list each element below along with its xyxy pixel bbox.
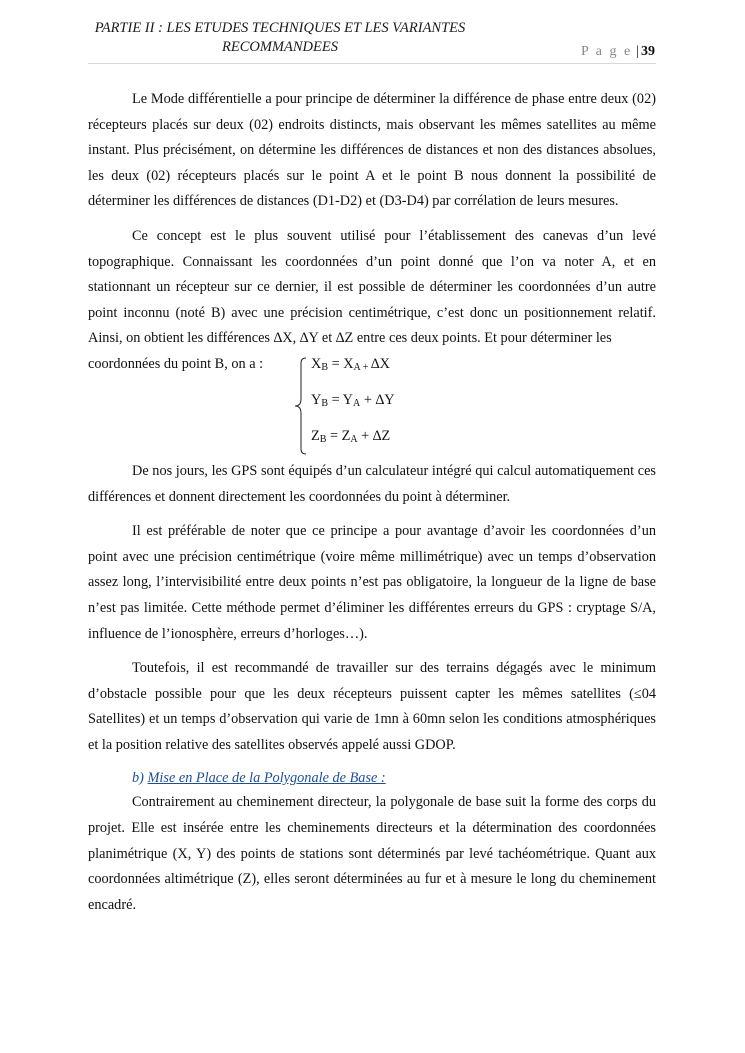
- header-divider: [88, 63, 656, 64]
- page-body: [88, 87, 656, 918]
- subsection-heading: [88, 766, 656, 790]
- paragraph-mode-differentiel: Le Mode différentielle a pour principe de déterminer la différence de phase entre deux (02) récepteurs placés sur deux (02) endroits distincts, mais observant les mêmes satellites au même instant. Plus précisément, on détermine les différences de distances et non des distances absolues, les deux (02) récepteurs placés sur le point A et le point B nous donnent la possibilité de déterminer les différences de distances (D1-D2) et (D3-D4) par corrélation de leurs mesures.: [88, 91, 656, 210]
- paragraph-polygonale: Contrairement au cheminement directeur, la polygonale de base suit la forme des corps du projet. Elle est insérée entre les cheminements directeurs et la détermination des coordonnées planimétrique (X, Y) des points de stations sont déterminés par levé tachéométrique. Quant aux coordonnées altimétrique (Z), elles seront déterminées au fur et à mesure le long du cheminement encadré.: [88, 794, 656, 913]
- page-separator: |: [636, 44, 639, 59]
- formula-lead-text: coordonnées du point B, on a :: [88, 355, 264, 372]
- formula-row-x: [88, 352, 656, 378]
- formula-y: $Y_B = Y_A + \Delta Y$: [311, 391, 395, 409]
- paragraph-recommandations: Toutefois, il est recommandé de travailler sur des terrains dégagés avec le minimum d’obstacle possible pour que les deux récepteurs puissent capter les mêmes satellites (≤04 Satellites) et un temps d’observation qui varie de 1mn à 60mn selon les conditions atmosphériques et la position relative des satellites observés appelé aussi GDOP.: [88, 660, 656, 753]
- formula-z: $Z_B = Z_A + \Delta Z$: [311, 427, 391, 445]
- header-title: [60, 19, 500, 57]
- formula-row-z: [88, 424, 656, 450]
- subsection-title: Mise en Place de la Polygonale de Base :: [147, 770, 386, 787]
- header-title-line1: PARTIE II : LES ETUDES TECHNIQUES ET LES VARIANTES: [94, 20, 466, 36]
- formula-x: $X_B = X_{A +}$ ∆X: [311, 355, 390, 373]
- paragraph-gps-calculateur: De nos jours, les GPS sont équipés d’un calculateur intégré qui calcul automatiquement ces différences et donnent directement les coordonnées du point à déterminer.: [88, 462, 656, 505]
- paragraph-concept: Ce concept est le plus souvent utilisé pour l’établissement des canevas d’un levé topographique. Connaissant les coordonnées d’un point donné que l’on va noter A, et en stationnant un récepteur sur ce dernier, il est possible de déterminer les coordonnées d’un autre point inconnu (noté B) avec une précision centimétrique, c’est donc un positionnement relatif. Ainsi, on obtient les différences ∆X, ∆Y et ∆Z entre ces deux points. Et pour déterminer les: [88, 227, 656, 347]
- formula-row-y: [88, 388, 656, 414]
- page-label: P a g e: [580, 44, 633, 59]
- system-brace: [294, 357, 308, 455]
- page-number: 39: [641, 44, 655, 59]
- page-number-block: [581, 44, 655, 60]
- header-title-line2: RECOMMANDEES: [222, 39, 338, 55]
- paragraph-avantages: Il est préférable de noter que ce principe a pour avantage d’avoir les coordonnées d’un point avec une précision centimétrique (voire même millimétrique) avec un temps d’observation assez long, l’intervisibilité entre deux points n’est pas obligatoire, la longueur de la ligne de base n’est pas limitée. Cette méthode permet d’éliminer les différentes erreurs du GPS : cryptage S/A, influence de l’ionosphère, erreurs d’horloges…).: [88, 523, 656, 642]
- subsection-number: b): [132, 770, 144, 787]
